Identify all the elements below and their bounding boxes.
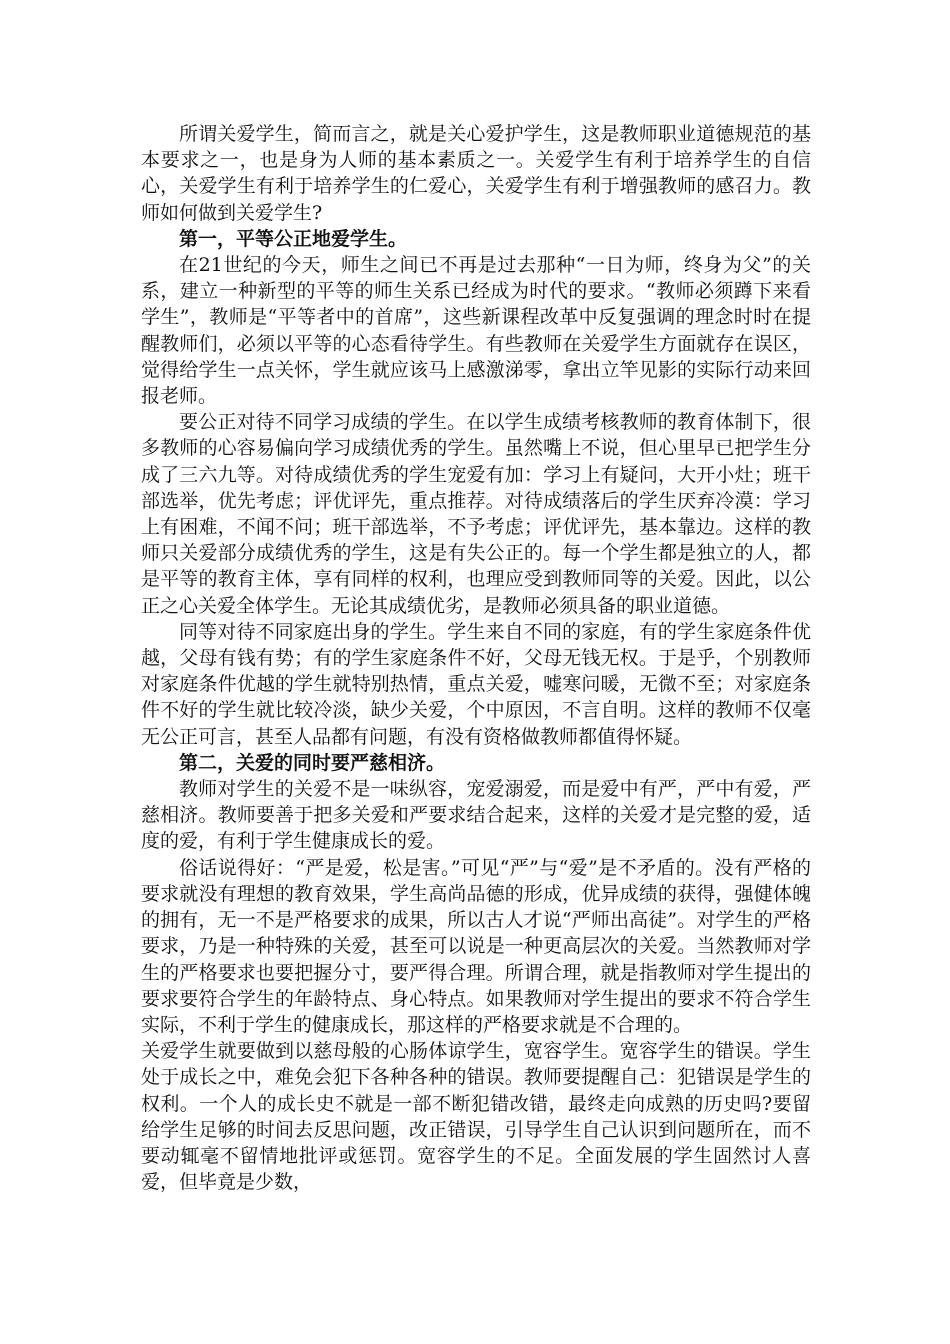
body-paragraph: 同等对待不同家庭出身的学生。学生来自不同的家庭，有的学生家庭条件优越，父母有钱有势；有的学生家庭条件不好，父母无钱无权。于是乎，个别教师对家庭条件优越的学生就特别热情，重点关爱，嘘寒问暖，无微不至；对家庭条件不好的学生就比较冷淡，缺少关爱，个中原因，不言自明。这样的教师不仅毫无公正可言，甚至人品都有问题，有没有资格做教师都值得怀疑。 <box>141 620 811 748</box>
body-paragraph: 俗话说得好：“严是爱，松是害。”可见“严”与“爱”是不矛盾的。没有严格的要求就没有理想的教育效果，学生高尚品德的形成，优异成绩的获得，强健体魄的拥有，无一不是严格要求的成果，所以古人才说“严师出高徒”。对学生的严格要求，乃是一种特殊的关爱，甚至可以说是一种更高层次的关爱。当然教师对学生的严格要求也要把握分寸，要严得合理。所谓合理，就是指教师对学生提出的要求要符合学生的年龄特点、身心特点。如果教师对学生提出的要求不符合学生实际，不利于学生的健康成长，那这样的严格要求就是不合理的。 <box>141 856 811 1036</box>
body-paragraph-unindented: 关爱学生就要做到以慈母般的心肠体谅学生，宽容学生。宽容学生的错误。学生处于成长之中，难免会犯下各种各种的错误。教师要提醒自己：犯错误是学生的权利。一个人的成长史不就是一部不断犯错改错，最终走向成熟的历史吗?要留给学生足够的时间去反思问题，改正错误，引导学生自己认识到问题所在，而不要动辄毫不留情地批评或惩罚。宽容学生的不足。全面发展的学生固然讨人喜爱，但毕竟是少数， <box>141 1040 811 1194</box>
document-body <box>141 121 811 1195</box>
body-paragraph: 在21世纪的今天，师生之间已不再是过去那种“一日为师，终身为父”的关系，建立一种新型的平等的师生关系已经成为时代的要求。“教师必须蹲下来看学生”，教师是“平等者中的首席”，这些新课程改革中反复强调的理念时时在提醒教师们，必须以平等的心态看待学生。有些教师在关爱学生方面就存在误区，觉得给学生一点关怀，学生就应该马上感激涕零，拿出立竿见影的实际行动来回报老师。 <box>141 254 811 408</box>
intro-paragraph: 所谓关爱学生，简而言之，就是关心爱护学生，这是教师职业道德规范的基本要求之一，也是身为人师的基本素质之一。关爱学生有利于培养学生的自信心，关爱学生有利于培养学生的仁爱心，关爱学生有利于增强教师的感召力。教师如何做到关爱学生? <box>141 123 811 224</box>
section-heading-2: 第二，关爱的同时要严慈相济。 <box>179 751 446 774</box>
section-heading-1: 第一，平等公正地爱学生。 <box>179 227 408 250</box>
body-paragraph: 教师对学生的关爱不是一味纵容，宠爱溺爱，而是爱中有严，严中有爱，严慈相济。教师要善于把多关爱和严要求结合起来，这样的关爱才是完整的爱，适度的爱，有利于学生健康成长的爱。 <box>141 778 811 853</box>
body-paragraph: 要公正对待不同学习成绩的学生。在以学生成绩考核教师的教育体制下，很多教师的心容易偏向学习成绩优秀的学生。虽然嘴上不说，但心里早已把学生分成了三六九等。对待成绩优秀的学生宠爱有加：学习上有疑问，大开小灶；班干部选举，优先考虑；评优评先，重点推荐。对待成绩落后的学生厌弃冷漠：学习上有困难，不闻不问；班干部选举，不予考虑；评优评先，基本靠边。这样的教师只关爱部分成绩优秀的学生，这是有失公正的。每一个学生都是独立的人，都是平等的教育主体，享有同样的权利，也理应受到教师同等的关爱。因此，以公正之心关爱全体学生。无论其成绩优劣，是教师必须具备的职业道德。 <box>141 411 811 617</box>
